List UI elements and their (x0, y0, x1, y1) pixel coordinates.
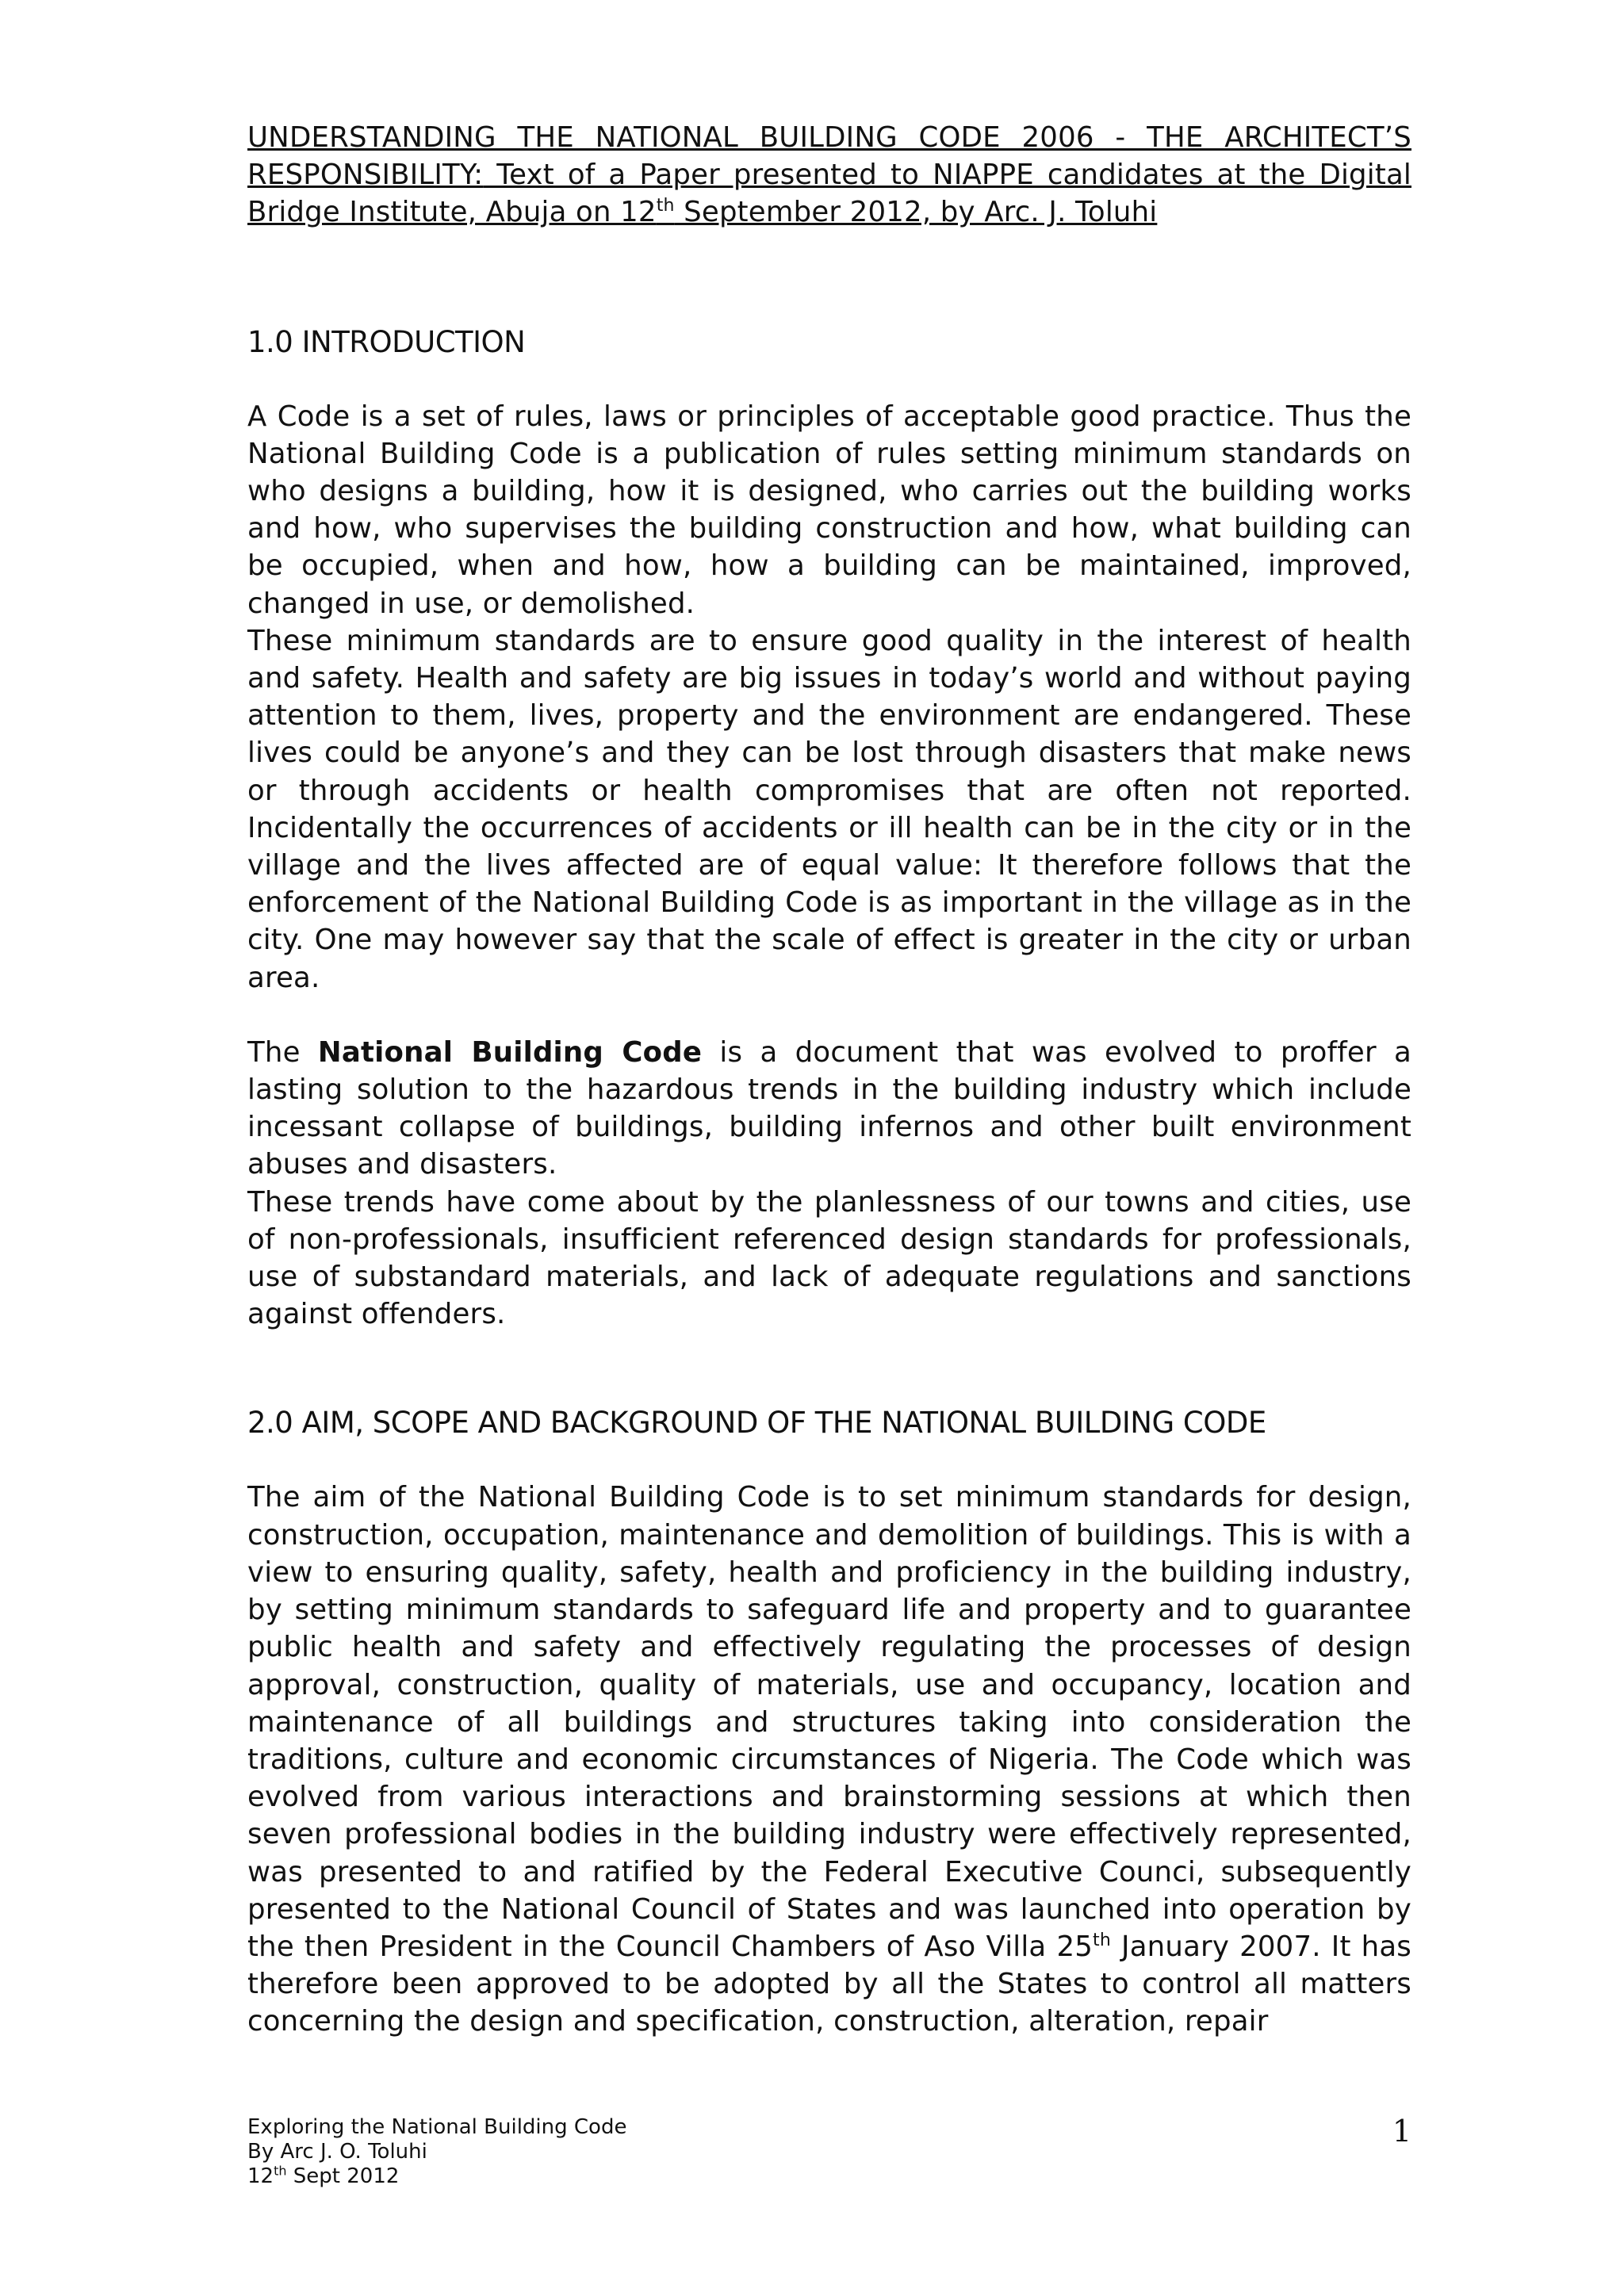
page-number: 1 (1392, 2114, 1411, 2149)
title-subtitle-a: Text of a Paper presented to NIAPPE candidates at the Digital Bridge Institute, Abuja on 12 (247, 159, 1411, 229)
title-date-suffix: th (656, 196, 675, 216)
aim-p1-text-a: The aim of the National Building Code is to set minimum standards for design, construction, occupation, maintenance and demolition of buildings. This is with a view to ensuring quality, safety, health and proficiency in the building industry, by setting minimum standards to safeguard life and property and to guarantee public health and safety and effectively regulating the processes of design approval, construction, quality of materials, use and occupancy, location and maintenance of all buildings and structures taking into consideration the traditions, culture and economic circumstances of Nigeria. The Code which was evolved from various interactions and brainstorming sessions at which then seven professional bodies in the building industry were effectively represented, was presented to and ratified by the Federal Executive Counci, subsequently presented to the National Council of States and was launched into operation by the then President in the Council Chambers of Aso Villa 25 (247, 1481, 1411, 1963)
title-subtitle-b: September 2012, by Arc. J. Toluhi (674, 196, 1158, 229)
intro-paragraph-1: A Code is a set of rules, laws or principles of acceptable good practice. Thus the National Building Code is a publication of rules setting minimum standards on who designs a building, how it is designed, who carries out the building works and how, who supervises the building construction and how, what building can be occupied, when and how, how a building can be maintained, improved, changed in use, or demolished. (247, 400, 1411, 620)
footer-date-rest: Sept 2012 (286, 2164, 400, 2188)
title-main: UNDERSTANDING THE NATIONAL BUILDING CODE 2006 - THE ARCHITECT’S RESPONSIBILITY: (247, 121, 1411, 192)
footer-title: Exploring the National Building Code (247, 2115, 627, 2139)
intro-paragraph-2: These minimum standards are to ensure good quality in the interest of health and safety. Health and safety are big issues in today’s world and without paying attention to them, lives, property and the environment are endangered. These lives could be anyone’s and they can be lost through disasters that make news or through accidents or health compromises that are often not reported. Incidentally the occurrences of accidents or ill health can be in the city or in the village and the lives affected are of equal value: It therefore follows that the enforcement of the National Building Code is as important in the village as in the city. One may however say that the scale of effect is greater in the city or urban area. (247, 624, 1411, 994)
footer-date-day: 12 (247, 2164, 274, 2188)
aim-paragraph-1 (247, 1479, 1411, 2040)
document-title (247, 119, 1411, 232)
intro-p3-emphasis: National Building Code (317, 1035, 703, 1069)
section-heading-introduction: 1.0 INTRODUCTION (247, 324, 526, 359)
intro-p3-lead: The (247, 1035, 318, 1069)
aim-p1-date-suffix: th (1093, 1931, 1111, 1951)
page-footer (247, 2115, 1411, 2189)
intro-paragraph-4: These trends have come about by the planlessness of our towns and cities, use of non-professionals, insufficient referenced design standards for professionals, use of substandard materials, and lack of adequate regulations and sanctions against offenders. (247, 1185, 1411, 1331)
intro-p3-rest: is a document that was evolved to proffer a lasting solution to the hazardous trends in the building industry which include incessant collapse of buildings, building infernos and other built environment abuses and disasters. (247, 1035, 1411, 1181)
document-body (247, 119, 1411, 2041)
aim-p1-text-b: January 2007. It has therefore been approved to be adopted by all the States to control all matters concerning the design and specification, construction, alteration, repair (247, 1930, 1411, 2038)
footer-date (247, 2164, 1411, 2189)
footer-date-suffix: th (274, 2163, 287, 2179)
intro-paragraph-3 (247, 1034, 1411, 1184)
footer-author: By Arc J. O. Toluhi (247, 2140, 427, 2164)
section-heading-aim-scope: 2.0 AIM, SCOPE AND BACKGROUND OF THE NATIONAL BUILDING CODE (247, 1406, 1266, 1441)
